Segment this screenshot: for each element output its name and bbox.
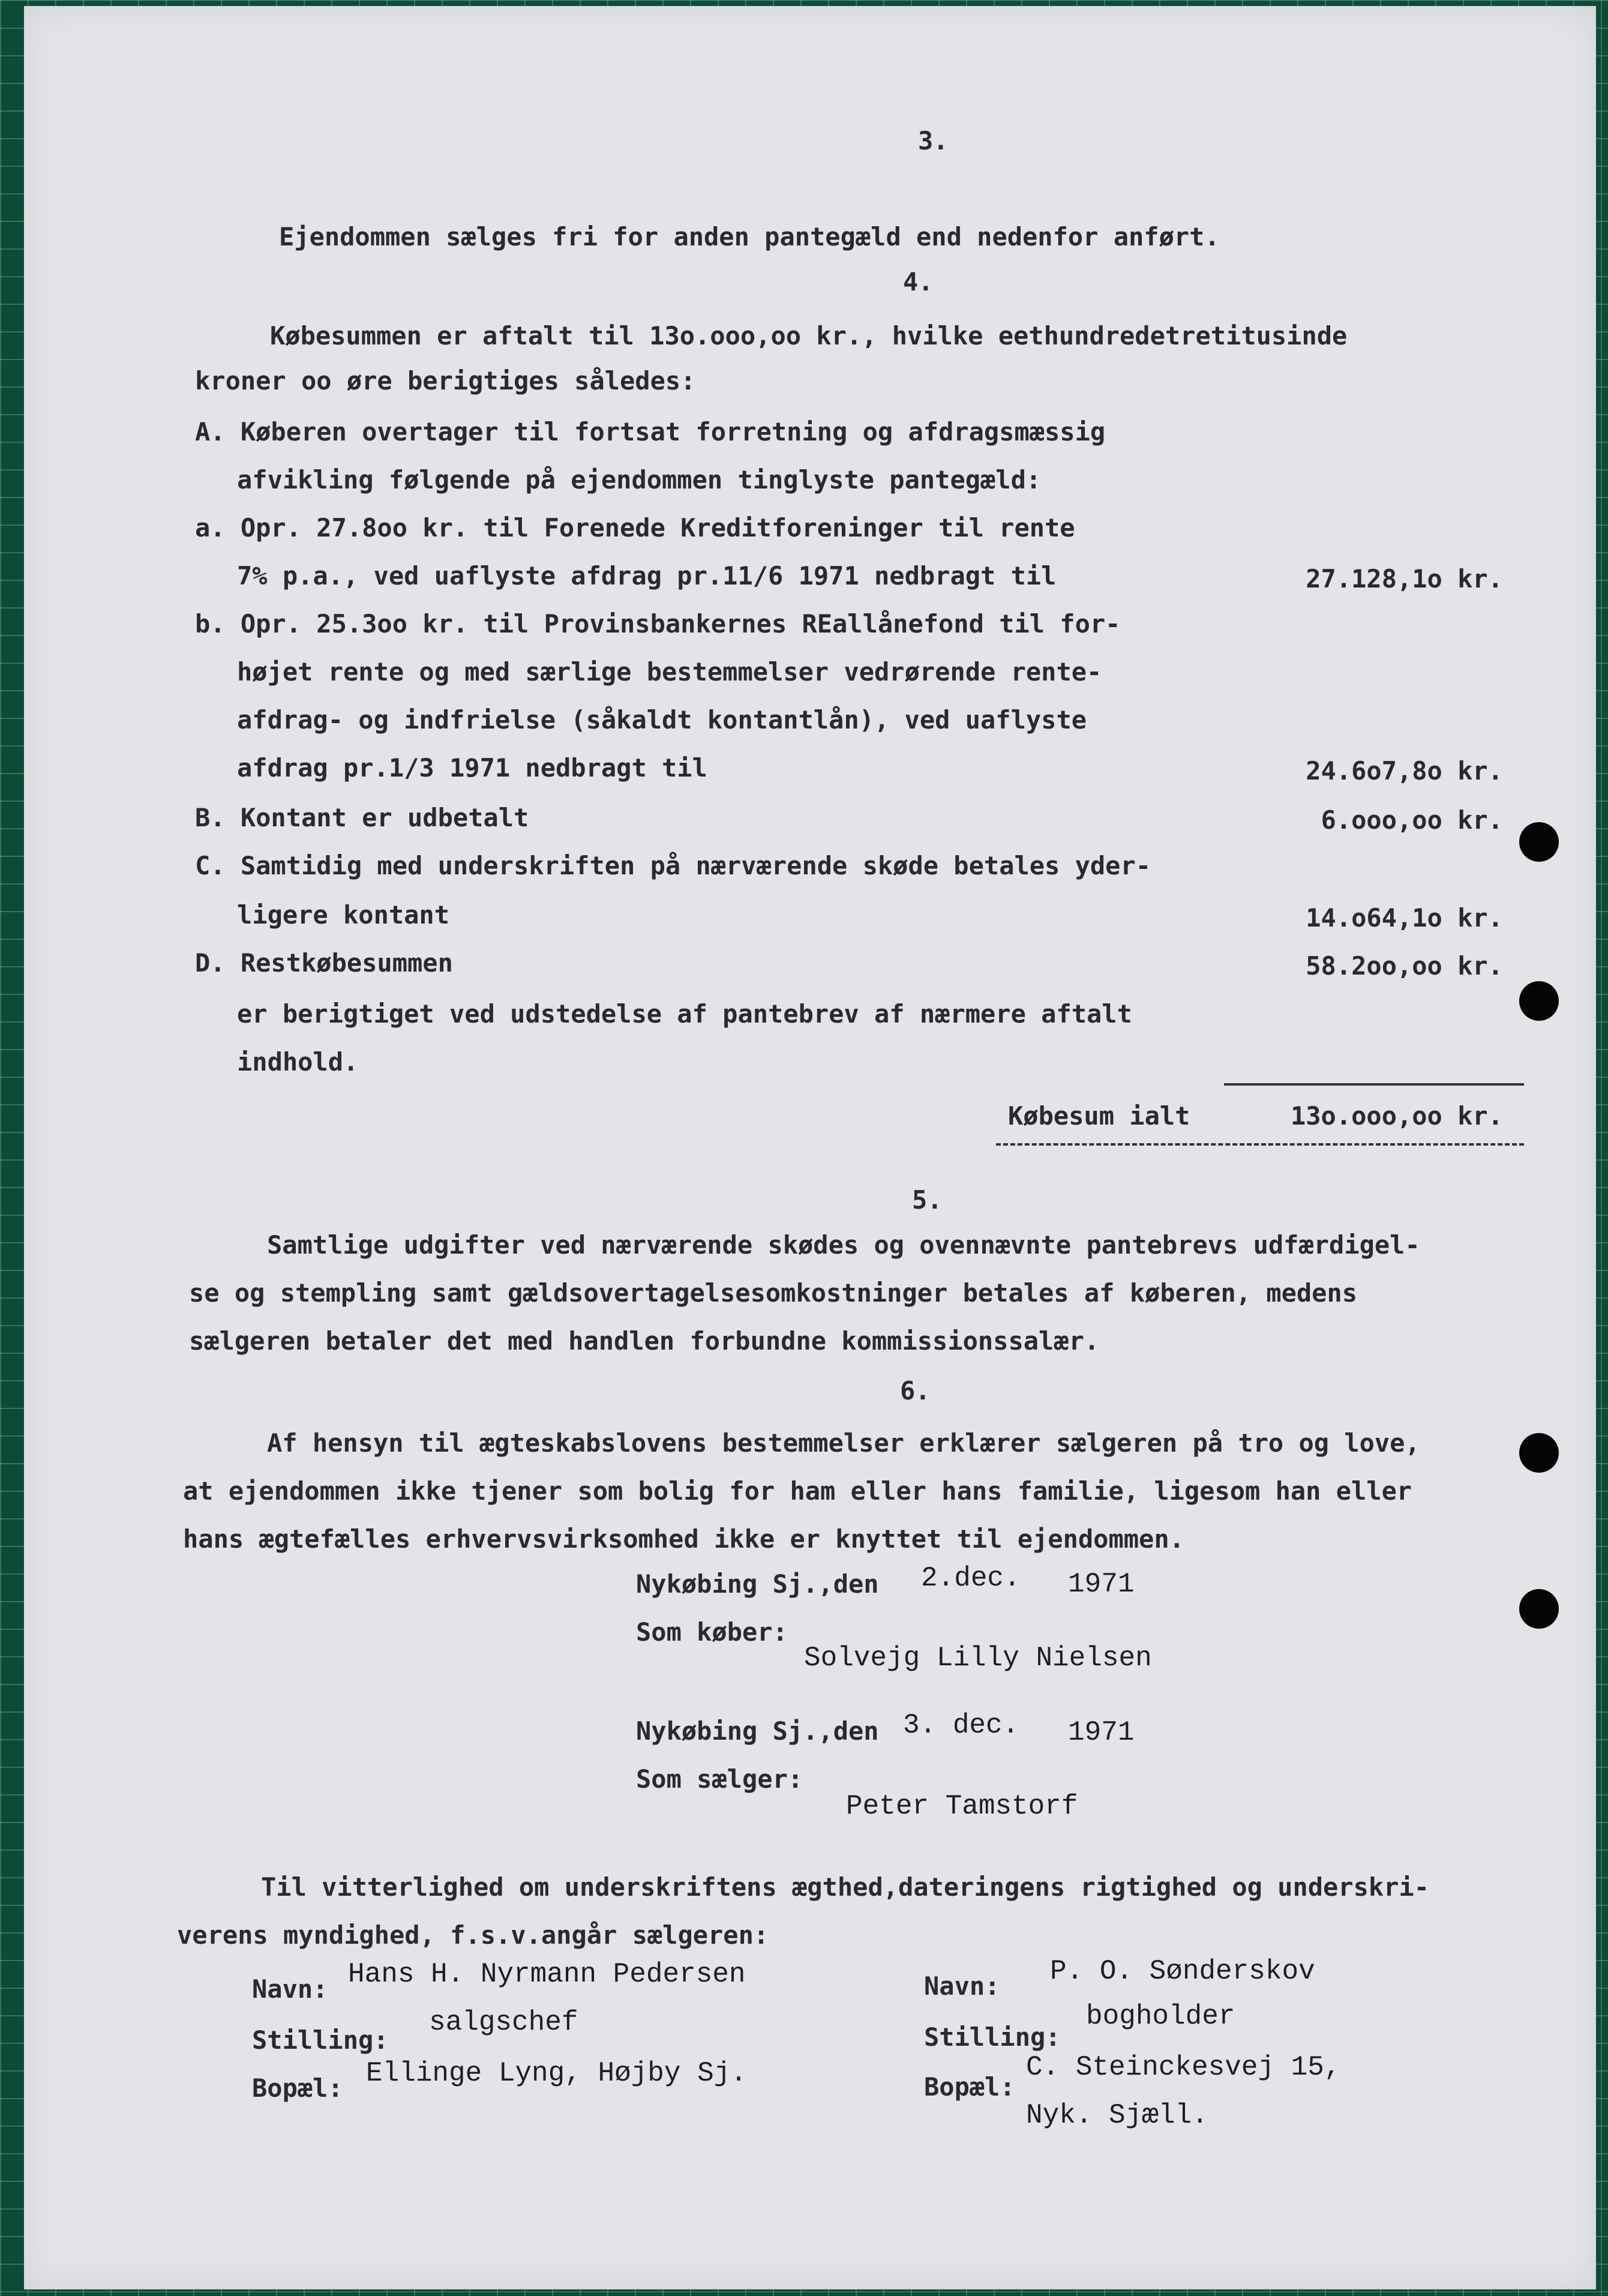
- paragraph-line: se og stempling samt gældsovertagelsesomkostninger betales af køberen, medens: [189, 1278, 1358, 1308]
- amount: 58.2oo,oo kr.: [1306, 951, 1503, 981]
- buyer-signature: Solvejg Lilly Nielsen: [804, 1642, 1152, 1674]
- amount: 24.6o7,8o kr.: [1306, 756, 1503, 786]
- paragraph-line: sælgeren betaler det med handlen forbundne kommissionssalær.: [189, 1326, 1100, 1356]
- witness2-address-label: Bopæl:: [924, 2072, 1015, 2102]
- seller-place: Nykøbing Sj.,den: [636, 1716, 879, 1746]
- amount: 27.128,1o kr.: [1306, 564, 1503, 594]
- total-amount: 13o.ooo,oo kr.: [1290, 1101, 1503, 1131]
- witness2-address: C. Steinckesvej 15,: [1026, 2052, 1341, 2083]
- witness1-title: salgschef: [429, 2007, 578, 2038]
- section-number: 6.: [900, 1376, 931, 1405]
- item-line: afdrag pr.1/3 1971 nedbragt til: [237, 753, 707, 783]
- witness-line: Til vitterlighed om underskriftens ægthed,dateringens rigtighed og underskri-: [261, 1872, 1430, 1902]
- binder-hole: [1519, 981, 1559, 1021]
- section-number: 5.: [912, 1185, 943, 1215]
- seller-date: 3. dec.: [903, 1710, 1019, 1741]
- paragraph-line: at ejendommen ikke tjener som bolig for ham eller hans familie, ligesom han eller: [183, 1476, 1412, 1506]
- binder-hole: [1519, 822, 1559, 862]
- document-page: [24, 6, 1596, 2289]
- seller-signature: Peter Tamstorf: [846, 1791, 1078, 1822]
- buyer-date: 2.dec.: [921, 1563, 1021, 1594]
- amount: 14.o64,1o kr.: [1306, 903, 1503, 933]
- item-line: højet rente og med særlige bestemmelser vedrørende rente-: [237, 657, 1102, 687]
- total-rule-bottom: [996, 1143, 1524, 1146]
- buyer-place: Nykøbing Sj.,den: [636, 1569, 879, 1599]
- buyer-label: Som køber:: [636, 1617, 788, 1647]
- paragraph-line: kroner oo øre berigtiges således:: [195, 366, 696, 395]
- section-number: 4.: [903, 267, 934, 296]
- item-line: B. Kontant er udbetalt: [195, 803, 529, 832]
- item-line: 7% p.a., ved uaflyste afdrag pr.11/6 1971 nedbragt til: [237, 561, 1057, 591]
- item-line: afvikling følgende på ejendommen tinglyste pantegæld:: [237, 465, 1042, 494]
- buyer-year: 1971: [1068, 1569, 1135, 1600]
- total-rule-top: [1224, 1083, 1524, 1086]
- witness2-name: P. O. Sønderskov: [1050, 1956, 1315, 1987]
- witness1-title-label: Stilling:: [252, 2025, 389, 2055]
- witness1-address: Ellinge Lyng, Højby Sj.: [366, 2058, 747, 2089]
- intro-line: Ejendommen sælges fri for anden pantegæld end nedenfor anført.: [279, 222, 1220, 251]
- witness2-title: bogholder: [1086, 2001, 1235, 2032]
- amount: 6.ooo,oo kr.: [1321, 805, 1503, 835]
- seller-label: Som sælger:: [636, 1764, 803, 1794]
- seller-year: 1971: [1068, 1717, 1135, 1748]
- page-number: 3.: [918, 126, 949, 155]
- witness2-address-city: Nyk. Sjæll.: [1026, 2100, 1208, 2131]
- total-label: Købesum ialt: [1008, 1101, 1190, 1131]
- witness2-title-label: Stilling:: [924, 2022, 1061, 2052]
- item-line: indhold.: [237, 1047, 359, 1077]
- paragraph-line: Købesummen er aftalt til 13o.ooo,oo kr., hvilke eethundredetretitusinde: [270, 321, 1348, 350]
- item-line: D. Restkøbesummen: [195, 948, 453, 978]
- item-line: A. Køberen overtager til fortsat forretning og afdragsmæssig: [195, 417, 1106, 446]
- paragraph-line: Af hensyn til ægteskabslovens bestemmelser erklærer sælgeren på tro og love,: [267, 1428, 1420, 1458]
- item-line: er berigtiget ved udstedelse af pantebrev af nærmere aftalt: [237, 999, 1132, 1029]
- item-line: afdrag- og indfrielse (såkaldt kontantlån), ved uaflyste: [237, 705, 1087, 735]
- item-line: ligere kontant: [237, 900, 450, 930]
- item-line: a. Opr. 27.8oo kr. til Forenede Kreditforeninger til rente: [195, 513, 1075, 542]
- item-line: C. Samtidig med underskriften på nærværende skøde betales yder-: [195, 851, 1151, 880]
- witness2-name-label: Navn:: [924, 1971, 1000, 2001]
- witness-line: verens myndighed, f.s.v.angår sælgeren:: [177, 1920, 769, 1950]
- item-line: b. Opr. 25.3oo kr. til Provinsbankernes REallånefond til for-: [195, 609, 1121, 639]
- binder-hole: [1519, 1433, 1559, 1473]
- paragraph-line: hans ægtefælles erhvervsvirksomhed ikke er knyttet til ejendommen.: [183, 1524, 1184, 1554]
- paragraph-line: Samtlige udgifter ved nærværende skødes og ovennævnte pantebrevs udfærdigel-: [267, 1230, 1420, 1260]
- binder-hole: [1519, 1589, 1559, 1629]
- witness1-name-label: Navn:: [252, 1974, 328, 2004]
- witness1-name: Hans H. Nyrmann Pedersen: [348, 1959, 746, 1990]
- witness1-address-label: Bopæl:: [252, 2073, 343, 2103]
